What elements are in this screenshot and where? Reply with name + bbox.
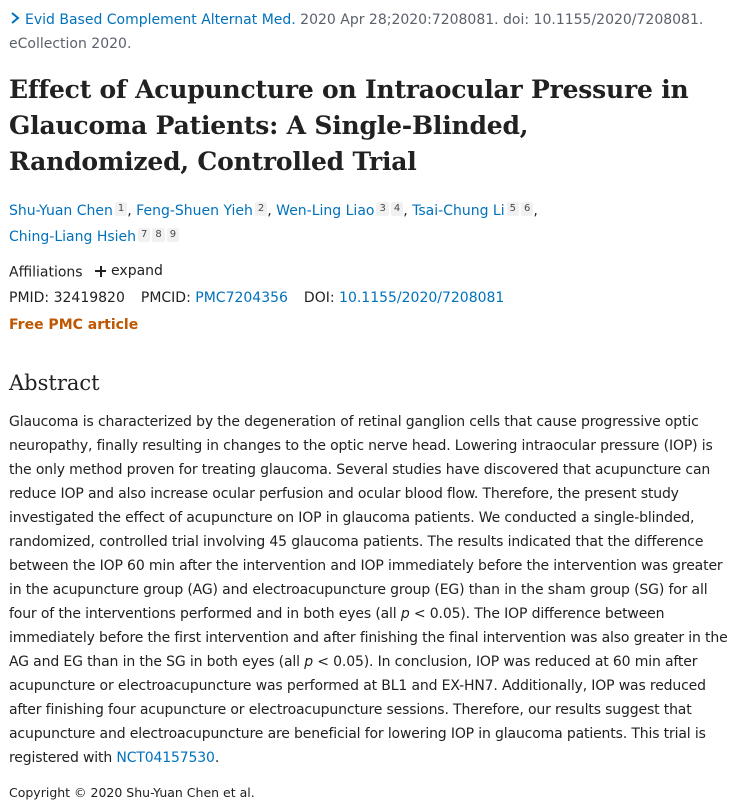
affiliation-badge[interactable]: 7 [138,228,150,242]
citation-line [9,8,724,56]
author-separator: , [403,203,413,219]
chevron-right-icon [9,11,21,25]
journal-link[interactable] [9,12,296,28]
pmid-value: 32419820 [53,290,125,306]
pmid-label: PMID: [9,290,50,306]
author-link[interactable]: Ching-Liang Hsieh [9,229,137,245]
author-separator: , [533,203,538,219]
p-value-symbol: p [400,606,410,622]
affiliation-badge[interactable]: 5 [507,202,519,216]
expand-label[interactable]: expand [111,263,163,279]
abstract-heading: Abstract [9,371,100,395]
abstract-end: . [214,750,220,766]
author-link[interactable]: Feng-Shuen Yieh [136,203,253,219]
affiliations-toggle [9,260,163,284]
expand-affiliations-button[interactable] [95,260,163,282]
p-value-symbol: p [304,654,313,670]
doi-label: DOI: [303,290,335,306]
article-title: Effect of Acupuncture on Intraocular Pressure in Glaucoma Patients: A Single-Blinded, Randomized, Controlled Trial [9,75,689,176]
citation-details: 2020 Apr 28;2020:7208081. doi: 10.1155/2020/7208081. eCollection 2020. [9,12,704,52]
journal-name[interactable]: Evid Based Complement Alternat Med. [25,12,296,28]
affiliation-badge[interactable]: 3 [376,202,388,216]
trial-registration-link[interactable]: NCT04157530 [116,750,215,766]
affiliation-badge[interactable]: 8 [152,228,164,242]
plus-icon [95,266,106,277]
article-identifiers [9,287,504,309]
author-separator: , [127,203,137,219]
doi-link[interactable]: 10.1155/2020/7208081 [339,290,505,306]
abstract-part: < 0.05). In conclusion, IOP was reduced at 60 min after acupuncture or electroacupuncture was performed at BL1 and EX-HN7. Additionally, IOP was reduced after finishing four acupuncture or electroacupuncture sessions. Therefore, our results suggest that acupuncture and electroacupuncture are beneficial for lowering IOP in glaucoma patients. This trial is registered with [9,654,706,766]
abstract-part: Glaucoma is characterized by the degeneration of retinal ganglion cells that cause progressive optic neuropathy, finally resulting in changes to the optic nerve head. Lowering intraocular pressure (IOP) is the only method proven for treating glaucoma. Several studies have discovered that acupuncture can reduce IOP and also increase ocular perfusion and ocular blood flow. Therefore, the present study investigated the effect of acupuncture on IOP in glaucoma patients. We conducted a single-blinded, randomized, controlled trial involving 45 glaucoma patients. The results indicated that the difference between the IOP 60 min after the intervention and IOP immediately before the intervention was greater in the acupuncture group (AG) and electroacupuncture group (EG) than in the sham group (SG) for all four of the interventions performed and in both eyes (all [9,414,723,622]
pmcid-label: PMCID: [140,290,191,306]
affiliation-badge[interactable]: 9 [167,228,179,242]
abstract-text [9,410,731,770]
authors-list [9,198,724,250]
affiliation-badge[interactable]: 1 [115,202,127,216]
affiliation-badge[interactable]: 2 [255,202,267,216]
affiliation-badge[interactable]: 6 [521,202,533,216]
abstract-part: < 0.05). The IOP difference between immediately before the first intervention and after finishing the final intervention was also greater in the AG and EG than in the SG in both eyes (all [9,606,728,670]
free-pmc-article-link[interactable]: Free PMC article [9,317,139,333]
author-link[interactable]: Wen-Ling Liao [276,203,375,219]
affiliation-badge[interactable]: 4 [391,202,403,216]
copyright-notice: Copyright © 2020 Shu-Yuan Chen et al. [9,785,255,800]
affiliations-label: Affiliations [9,264,83,281]
author-link[interactable]: Shu-Yuan Chen [9,203,113,219]
author-link[interactable]: Tsai-Chung Li [412,203,505,219]
author-separator: , [267,203,277,219]
pmcid-link[interactable]: PMC7204356 [195,290,288,306]
